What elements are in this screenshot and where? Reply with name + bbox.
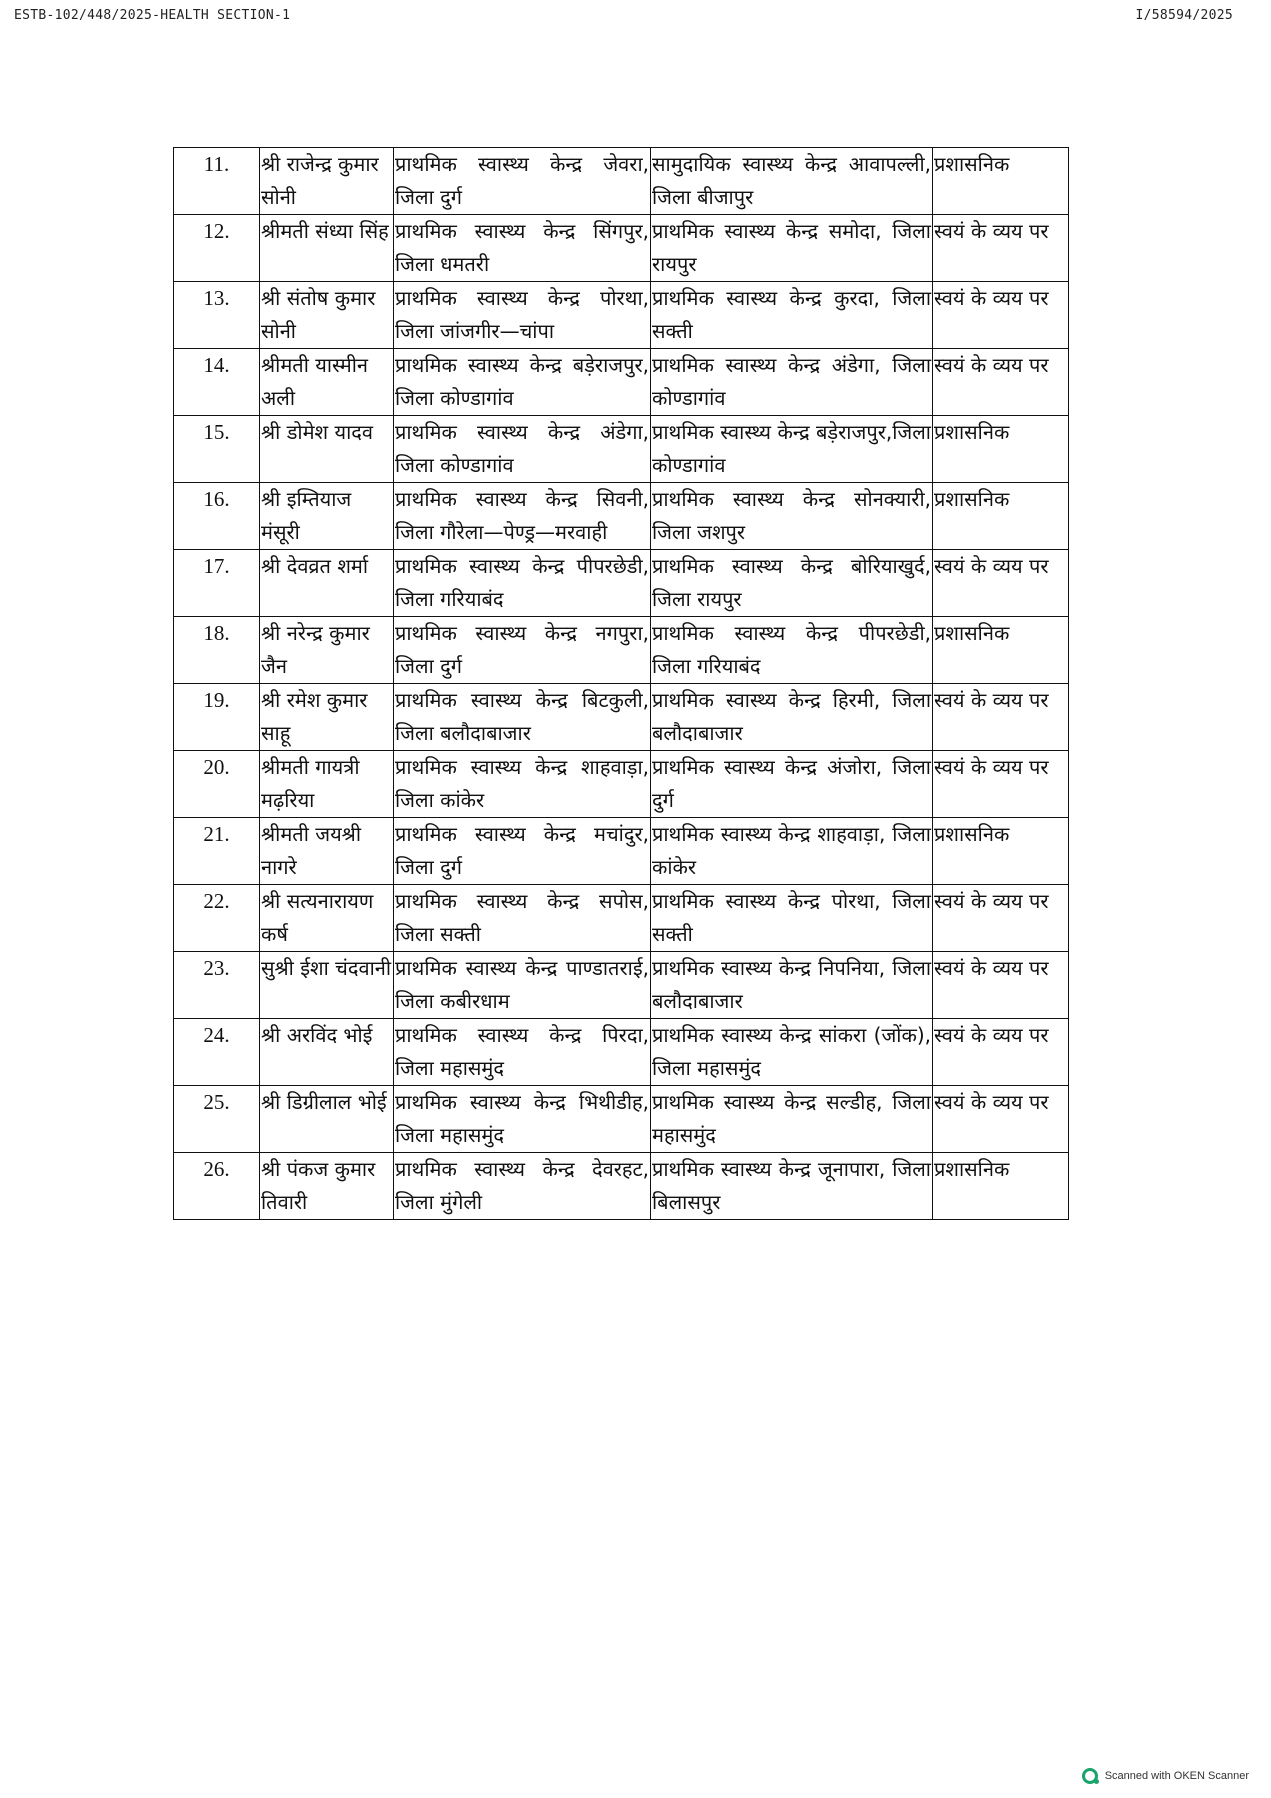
new-posting: प्राथमिक स्वास्थ्य केन्द्र निपनिया, जिला बलौदाबाजार (651, 952, 933, 1019)
employee-name: श्री रमेश कुमार साहू (260, 684, 394, 751)
new-posting: प्राथमिक स्वास्थ्य केन्द्र पोरथा, जिला सक्ती (651, 885, 933, 952)
scanner-logo-icon (1082, 1768, 1098, 1784)
transfer-type: स्वयं के व्यय पर (933, 1086, 1069, 1153)
employee-name: श्रीमती संध्या सिंह (260, 215, 394, 282)
new-posting: प्राथमिक स्वास्थ्य केन्द्र सल्डीह, जिला महासमुंद (651, 1086, 933, 1153)
table-row (174, 952, 1069, 1019)
serial-number: 25. (174, 1086, 260, 1153)
table-row (174, 885, 1069, 952)
table-row (174, 148, 1069, 215)
transfer-type: स्वयं के व्यय पर (933, 282, 1069, 349)
transfer-type: स्वयं के व्यय पर (933, 215, 1069, 282)
current-posting: प्राथमिक स्वास्थ्य केन्द्र बिटकुली, जिला बलौदाबाजार (394, 684, 651, 751)
transfer-type: प्रशासनिक (933, 148, 1069, 215)
serial-number: 22. (174, 885, 260, 952)
table-row (174, 349, 1069, 416)
table-row (174, 617, 1069, 684)
new-posting: प्राथमिक स्वास्थ्य केन्द्र बोरियाखुर्द, जिला रायपुर (651, 550, 933, 617)
table-row (174, 684, 1069, 751)
employee-name: श्री नरेन्द्र कुमार जैन (260, 617, 394, 684)
new-posting: सामुदायिक स्वास्थ्य केन्द्र आवापल्ली, जिला बीजापुर (651, 148, 933, 215)
employee-name: श्री इम्तियाज मंसूरी (260, 483, 394, 550)
employee-name: श्री डोमेश यादव (260, 416, 394, 483)
serial-number: 24. (174, 1019, 260, 1086)
serial-number: 26. (174, 1153, 260, 1220)
current-posting: प्राथमिक स्वास्थ्य केन्द्र सिंगपुर, जिला धमतरी (394, 215, 651, 282)
current-posting: प्राथमिक स्वास्थ्य केन्द्र पाण्डातराई, जिला कबीरधाम (394, 952, 651, 1019)
employee-name: श्री अरविंद भोई (260, 1019, 394, 1086)
serial-number: 16. (174, 483, 260, 550)
table-row (174, 1153, 1069, 1220)
employee-name: श्री राजेन्द्र कुमार सोनी (260, 148, 394, 215)
current-posting: प्राथमिक स्वास्थ्य केन्द्र जेवरा, जिला दुर्ग (394, 148, 651, 215)
current-posting: प्राथमिक स्वास्थ्य केन्द्र बड़ेराजपुर, जिला कोण्डागांव (394, 349, 651, 416)
transfer-type: प्रशासनिक (933, 617, 1069, 684)
serial-number: 23. (174, 952, 260, 1019)
serial-number: 13. (174, 282, 260, 349)
table-row (174, 550, 1069, 617)
table-row (174, 818, 1069, 885)
serial-number: 17. (174, 550, 260, 617)
current-posting: प्राथमिक स्वास्थ्य केन्द्र पीपरछेडी, जिला गरियाबंद (394, 550, 651, 617)
transfer-list-body (174, 148, 1069, 1220)
new-posting: प्राथमिक स्वास्थ्य केन्द्र कुरदा, जिला सक्ती (651, 282, 933, 349)
transfer-type: स्वयं के व्यय पर (933, 349, 1069, 416)
current-posting: प्राथमिक स्वास्थ्य केन्द्र पिरदा, जिला महासमुंद (394, 1019, 651, 1086)
new-posting: प्राथमिक स्वास्थ्य केन्द्र शाहवाड़ा, जिला कांकेर (651, 818, 933, 885)
transfer-type: प्रशासनिक (933, 416, 1069, 483)
serial-number: 20. (174, 751, 260, 818)
serial-number: 15. (174, 416, 260, 483)
new-posting: प्राथमिक स्वास्थ्य केन्द्र हिरमी, जिला बलौदाबाजार (651, 684, 933, 751)
current-posting: प्राथमिक स्वास्थ्य केन्द्र पोरथा, जिला जांजगीर—चांपा (394, 282, 651, 349)
employee-name: श्रीमती यास्मीन अली (260, 349, 394, 416)
current-posting: प्राथमिक स्वास्थ्य केन्द्र अंडेगा, जिला कोण्डागांव (394, 416, 651, 483)
employee-name: श्री सत्यनारायण कर्ष (260, 885, 394, 952)
current-posting: प्राथमिक स्वास्थ्य केन्द्र सपोस, जिला सक्ती (394, 885, 651, 952)
new-posting: प्राथमिक स्वास्थ्य केन्द्र पीपरछेडी, जिला गरियाबंद (651, 617, 933, 684)
new-posting: प्राथमिक स्वास्थ्य केन्द्र बड़ेराजपुर,जिला कोण्डागांव (651, 416, 933, 483)
table-row (174, 751, 1069, 818)
serial-number: 12. (174, 215, 260, 282)
employee-name: सुश्री ईशा चंदवानी (260, 952, 394, 1019)
scanner-text: Scanned with OKEN Scanner (1104, 1770, 1249, 1782)
transfer-type: स्वयं के व्यय पर (933, 1019, 1069, 1086)
current-posting: प्राथमिक स्वास्थ्य केन्द्र मचांदुर, जिला दुर्ग (394, 818, 651, 885)
current-posting: प्राथमिक स्वास्थ्य केन्द्र शाहवाड़ा, जिला कांकेर (394, 751, 651, 818)
new-posting: प्राथमिक स्वास्थ्य केन्द्र जूनापारा, जिला बिलासपुर (651, 1153, 933, 1220)
employee-name: श्री डिग्रीलाल भोई (260, 1086, 394, 1153)
employee-name: श्री संतोष कुमार सोनी (260, 282, 394, 349)
table-row (174, 282, 1069, 349)
transfer-type: स्वयं के व्यय पर (933, 550, 1069, 617)
transfer-type: स्वयं के व्यय पर (933, 684, 1069, 751)
table-row (174, 416, 1069, 483)
new-posting: प्राथमिक स्वास्थ्य केन्द्र अंजोरा, जिला दुर्ग (651, 751, 933, 818)
current-posting: प्राथमिक स्वास्थ्य केन्द्र देवरहट, जिला मुंगेली (394, 1153, 651, 1220)
serial-number: 11. (174, 148, 260, 215)
serial-number: 19. (174, 684, 260, 751)
new-posting: प्राथमिक स्वास्थ्य केन्द्र सोनक्यारी, जिला जशपुर (651, 483, 933, 550)
serial-number: 21. (174, 818, 260, 885)
current-posting: प्राथमिक स्वास्थ्य केन्द्र भिथीडीह, जिला महासमुंद (394, 1086, 651, 1153)
employee-name: श्रीमती जयश्री नागरे (260, 818, 394, 885)
file-reference: ESTB-102/448/2025-HEALTH SECTION-1 (14, 8, 291, 23)
employee-name: श्री देवव्रत शर्मा (260, 550, 394, 617)
table-row (174, 1019, 1069, 1086)
serial-number: 18. (174, 617, 260, 684)
serial-number: 14. (174, 349, 260, 416)
new-posting: प्राथमिक स्वास्थ्य केन्द्र सांकरा (जोंक), जिला महासमुंद (651, 1019, 933, 1086)
transfer-type: प्रशासनिक (933, 1153, 1069, 1220)
new-posting: प्राथमिक स्वास्थ्य केन्द्र समोदा, जिला रायपुर (651, 215, 933, 282)
employee-name: श्रीमती गायत्री मढ़रिया (260, 751, 394, 818)
new-posting: प्राथमिक स्वास्थ्य केन्द्र अंडेगा, जिला कोण्डागांव (651, 349, 933, 416)
document-id: I/58594/2025 (1135, 8, 1233, 23)
employee-name: श्री पंकज कुमार तिवारी (260, 1153, 394, 1220)
transfer-type: स्वयं के व्यय पर (933, 751, 1069, 818)
table-row (174, 215, 1069, 282)
transfer-type: प्रशासनिक (933, 483, 1069, 550)
scanner-watermark (1082, 1768, 1249, 1784)
current-posting: प्राथमिक स्वास्थ्य केन्द्र सिवनी, जिला गौरेला—पेण्ड्र—मरवाही (394, 483, 651, 550)
table-row (174, 483, 1069, 550)
table-row (174, 1086, 1069, 1153)
current-posting: प्राथमिक स्वास्थ्य केन्द्र नगपुरा, जिला दुर्ग (394, 617, 651, 684)
transfer-type: स्वयं के व्यय पर (933, 952, 1069, 1019)
transfer-type: प्रशासनिक (933, 818, 1069, 885)
transfer-list-table (173, 147, 1069, 1220)
transfer-type: स्वयं के व्यय पर (933, 885, 1069, 952)
